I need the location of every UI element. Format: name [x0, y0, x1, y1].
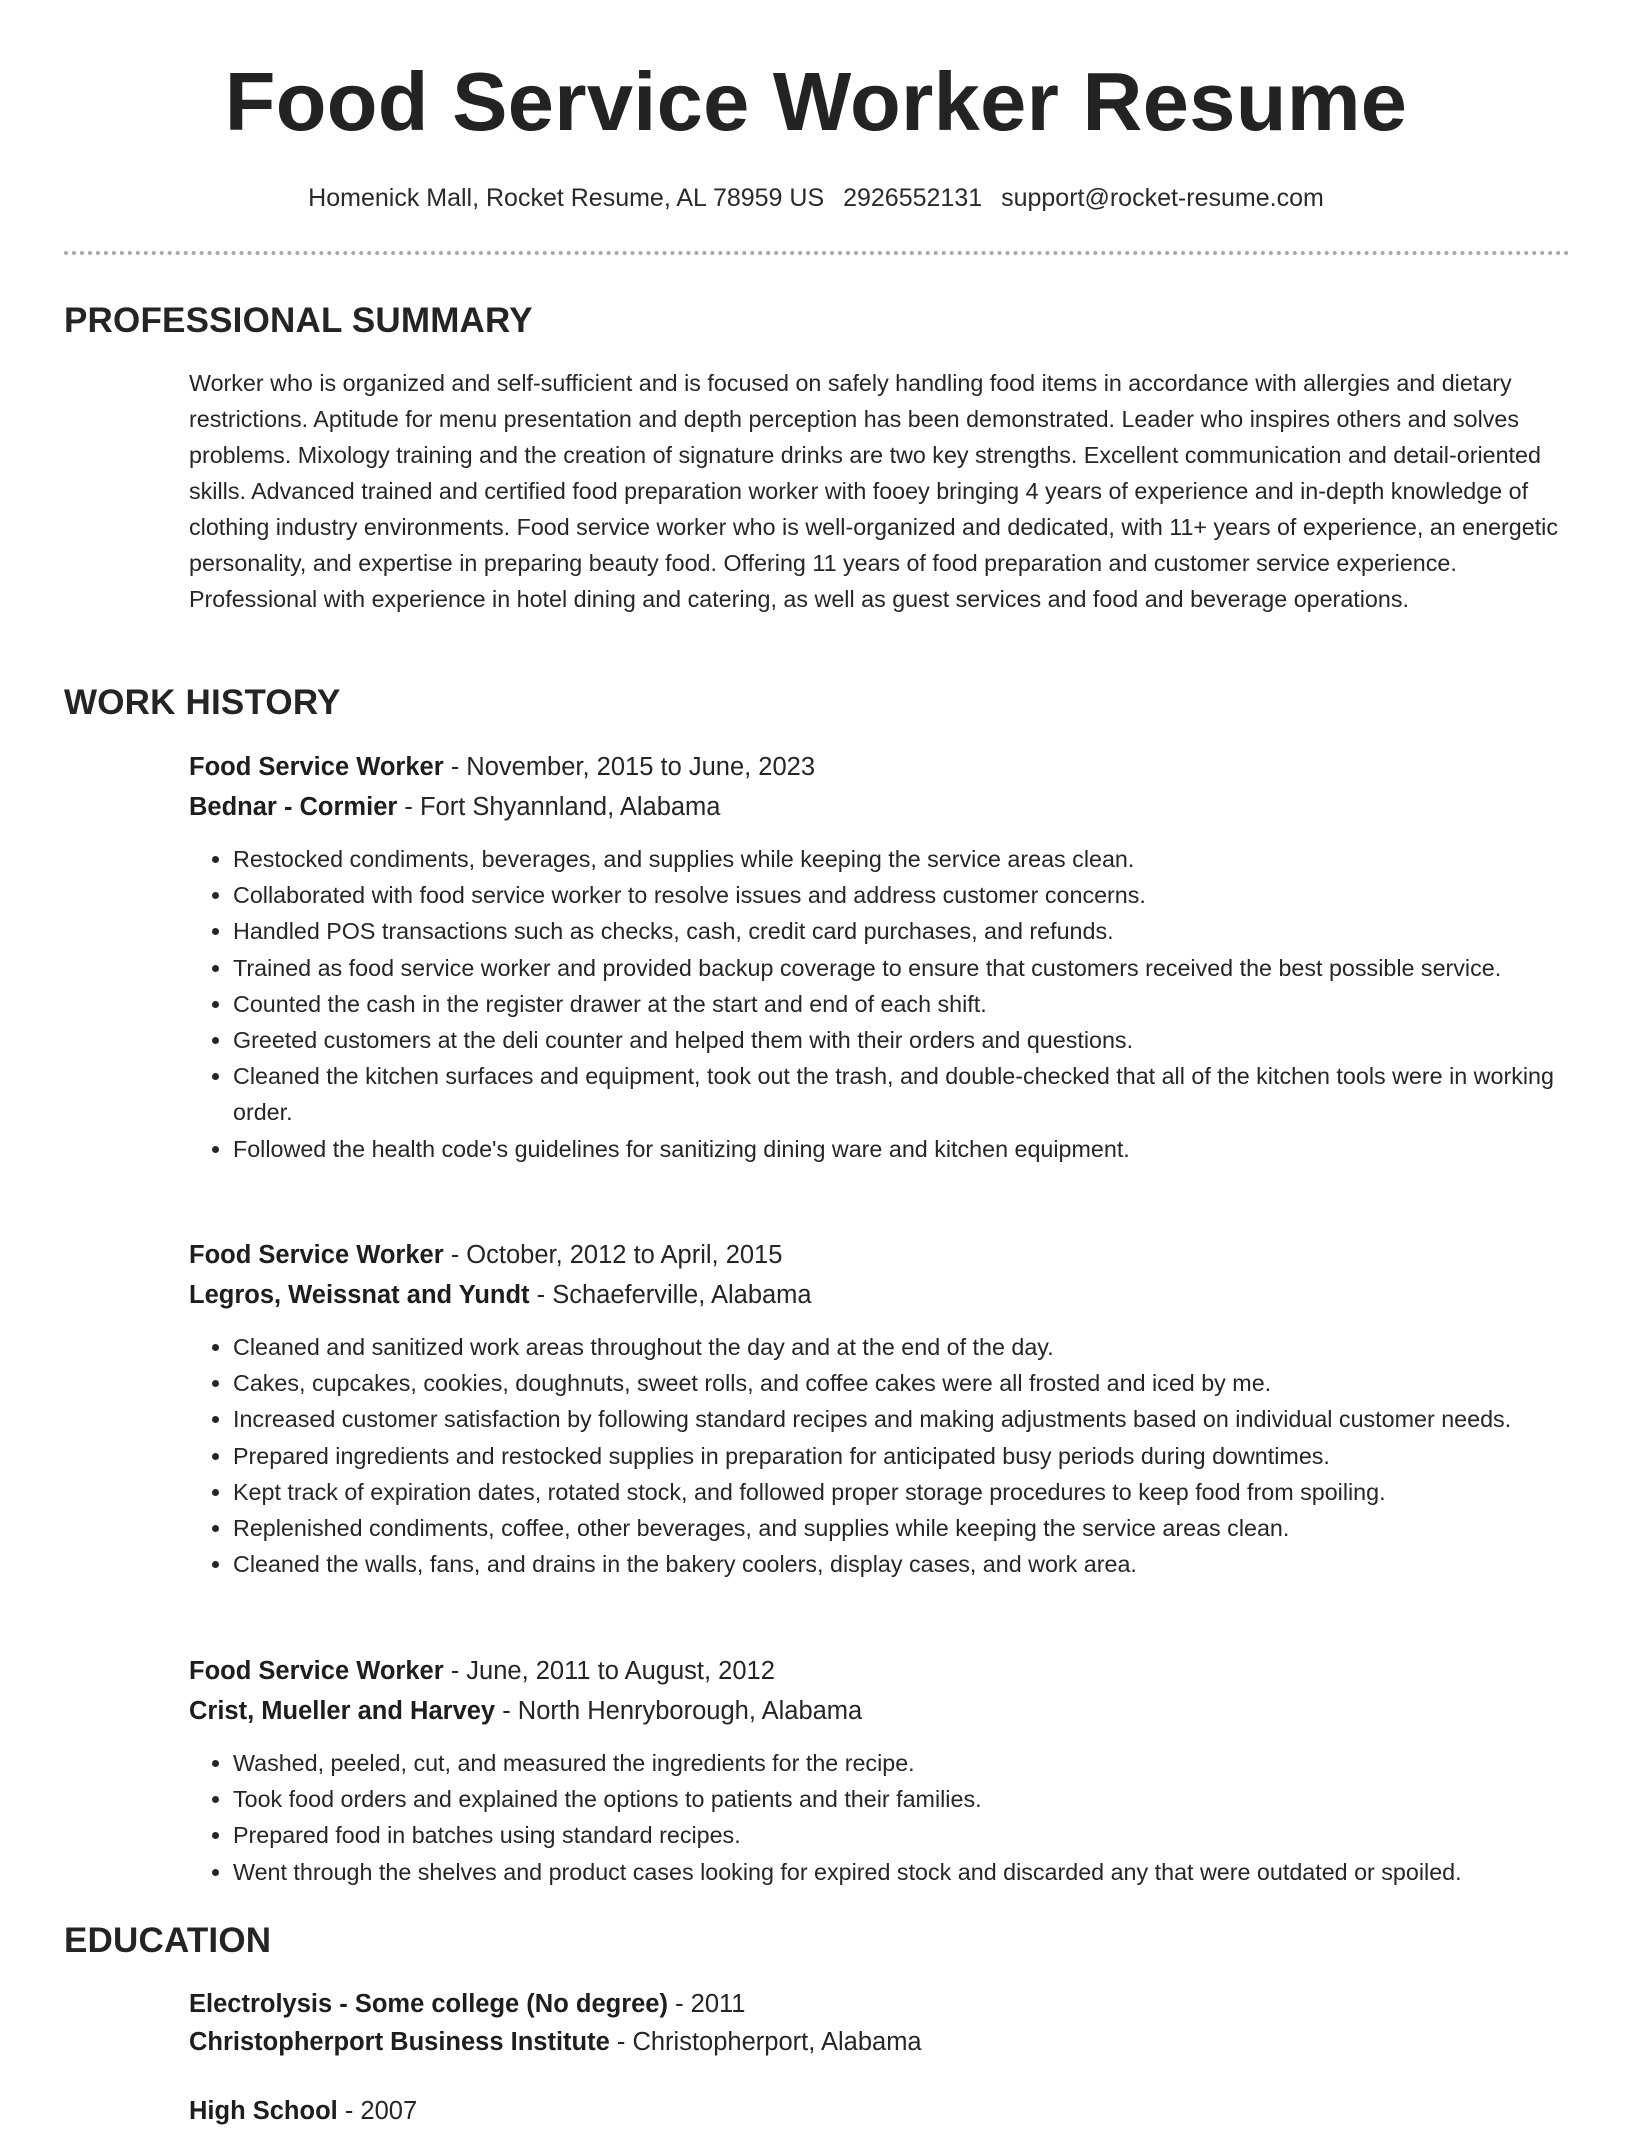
job-dates: - October, 2012 to April, 2015 [443, 1241, 783, 1269]
header-divider [64, 251, 1570, 255]
education-degree: High School [189, 2097, 338, 2125]
job-title: Food Service Worker [189, 753, 444, 781]
education-school: Christopherport Business Institute [189, 2028, 610, 2056]
list-item: • Prepared food in batches using standard recipes. [233, 1817, 1613, 1853]
education-location: - Christopherport, Alabama [609, 2028, 922, 2056]
list-item: • Counted the cash in the register drawer at the start and end of each shift. [233, 986, 1613, 1022]
list-item: • Followed the health code's guidelines for sanitizing dining ware and kitchen equipment. [233, 1131, 1613, 1167]
list-item: • Replenished condiments, coffee, other beverages, and supplies while keeping the service areas clean. [233, 1510, 1613, 1546]
job-company: Legros, Weissnat and Yundt [189, 1281, 530, 1309]
list-item: • Cleaned and sanitized work areas throughout the day and at the end of the day. [233, 1329, 1613, 1365]
list-item: • Went through the shelves and product cases looking for expired stock and discarded any that were outdated or spoiled. [233, 1854, 1613, 1890]
job-company: Bednar - Cormier [189, 793, 398, 821]
list-item: • Collaborated with food service worker to resolve issues and address customer concerns. [233, 877, 1613, 913]
list-item: • Cleaned the kitchen surfaces and equipment, took out the trash, and double-checked that all of the kitchen tools were in working order. [233, 1058, 1613, 1130]
job-dates: - June, 2011 to August, 2012 [443, 1657, 775, 1685]
section-heading-work-history: WORK HISTORY [64, 683, 341, 722]
job-title: Food Service Worker [189, 1241, 444, 1269]
job-title-line [189, 1653, 775, 1689]
job-company: Crist, Mueller and Harvey [189, 1697, 496, 1725]
job-dates: - November, 2015 to June, 2023 [443, 753, 816, 781]
job-location: - North Henryborough, Alabama [495, 1697, 863, 1725]
resume-title: Food Service Worker Resume [224, 55, 1408, 148]
education-year: - 2007 [337, 2097, 418, 2125]
job-duties-list [189, 1329, 1613, 1582]
summary-text: Worker who is organized and self-sufficient and is focused on safely handling food items in accordance with allergies and dietary restrictions. Aptitude for menu presentation and depth perception has been demonstrated. Leader who inspires others and solves problems. Mixology training and the creation of signature drinks are two key strengths. Excellent communication and detail-oriented skills. Advanced trained and certified food preparation worker with fooey bringing 4 years of experience and in-depth knowledge of clothing industry environments. Food service worker who is well-organized and dedicated, with 11+ years of experience, an energetic personality, and expertise in preparing beauty food. Offering 11 years of food preparation and customer service experience. Professional with experience in hotel dining and catering, as well as guest services and food and beverage operations. [189, 370, 1558, 612]
contact-phone: 2926552131 [843, 184, 983, 212]
job-company-line [189, 1277, 812, 1313]
education-school-line [189, 2024, 922, 2060]
job-duties-list [189, 841, 1613, 1167]
job-company-line [189, 1693, 862, 1729]
list-item: • Trained as food service worker and provided backup coverage to ensure that customers received the best possible service. [233, 950, 1613, 986]
list-item: • Cleaned the walls, fans, and drains in the bakery coolers, display cases, and work area. [233, 1546, 1613, 1582]
section-heading-summary: PROFESSIONAL SUMMARY [64, 301, 533, 340]
list-item: • Handled POS transactions such as checks, cash, credit card purchases, and refunds. [233, 913, 1613, 949]
job-location: - Schaeferville, Alabama [529, 1281, 812, 1309]
education-degree-line [189, 2093, 417, 2129]
job-duties-list [189, 1745, 1613, 1890]
education-degree: Electrolysis - Some college (No degree) [189, 1990, 668, 2018]
job-company-line [189, 789, 720, 825]
list-item: • Increased customer satisfaction by following standard recipes and making adjustments based on individual customer needs. [233, 1401, 1613, 1437]
list-item: • Prepared ingredients and restocked supplies in preparation for anticipated busy periods during downtimes. [233, 1438, 1613, 1474]
list-item: • Restocked condiments, beverages, and supplies while keeping the service areas clean. [233, 841, 1613, 877]
contact-line [0, 180, 1632, 216]
education-year: - 2011 [667, 1990, 746, 2018]
list-item: • Cakes, cupcakes, cookies, doughnuts, sweet rolls, and coffee cakes were all frosted and iced by me. [233, 1365, 1613, 1401]
contact-email: support@rocket-resume.com [1001, 184, 1324, 212]
list-item: • Kept track of expiration dates, rotated stock, and followed proper storage procedures to keep food from spoiling. [233, 1474, 1613, 1510]
list-item: • Greeted customers at the deli counter and helped them with their orders and questions. [233, 1022, 1613, 1058]
job-location: - Fort Shyannland, Alabama [397, 793, 721, 821]
section-heading-education: EDUCATION [64, 1921, 272, 1960]
job-title-line [189, 749, 815, 785]
job-title: Food Service Worker [189, 1657, 444, 1685]
list-item: • Took food orders and explained the options to patients and their families. [233, 1781, 1613, 1817]
list-item: • Washed, peeled, cut, and measured the ingredients for the recipe. [233, 1745, 1613, 1781]
job-title-line [189, 1237, 782, 1273]
contact-address: Homenick Mall, Rocket Resume, AL 78959 US [308, 184, 825, 212]
education-degree-line [189, 1986, 745, 2022]
